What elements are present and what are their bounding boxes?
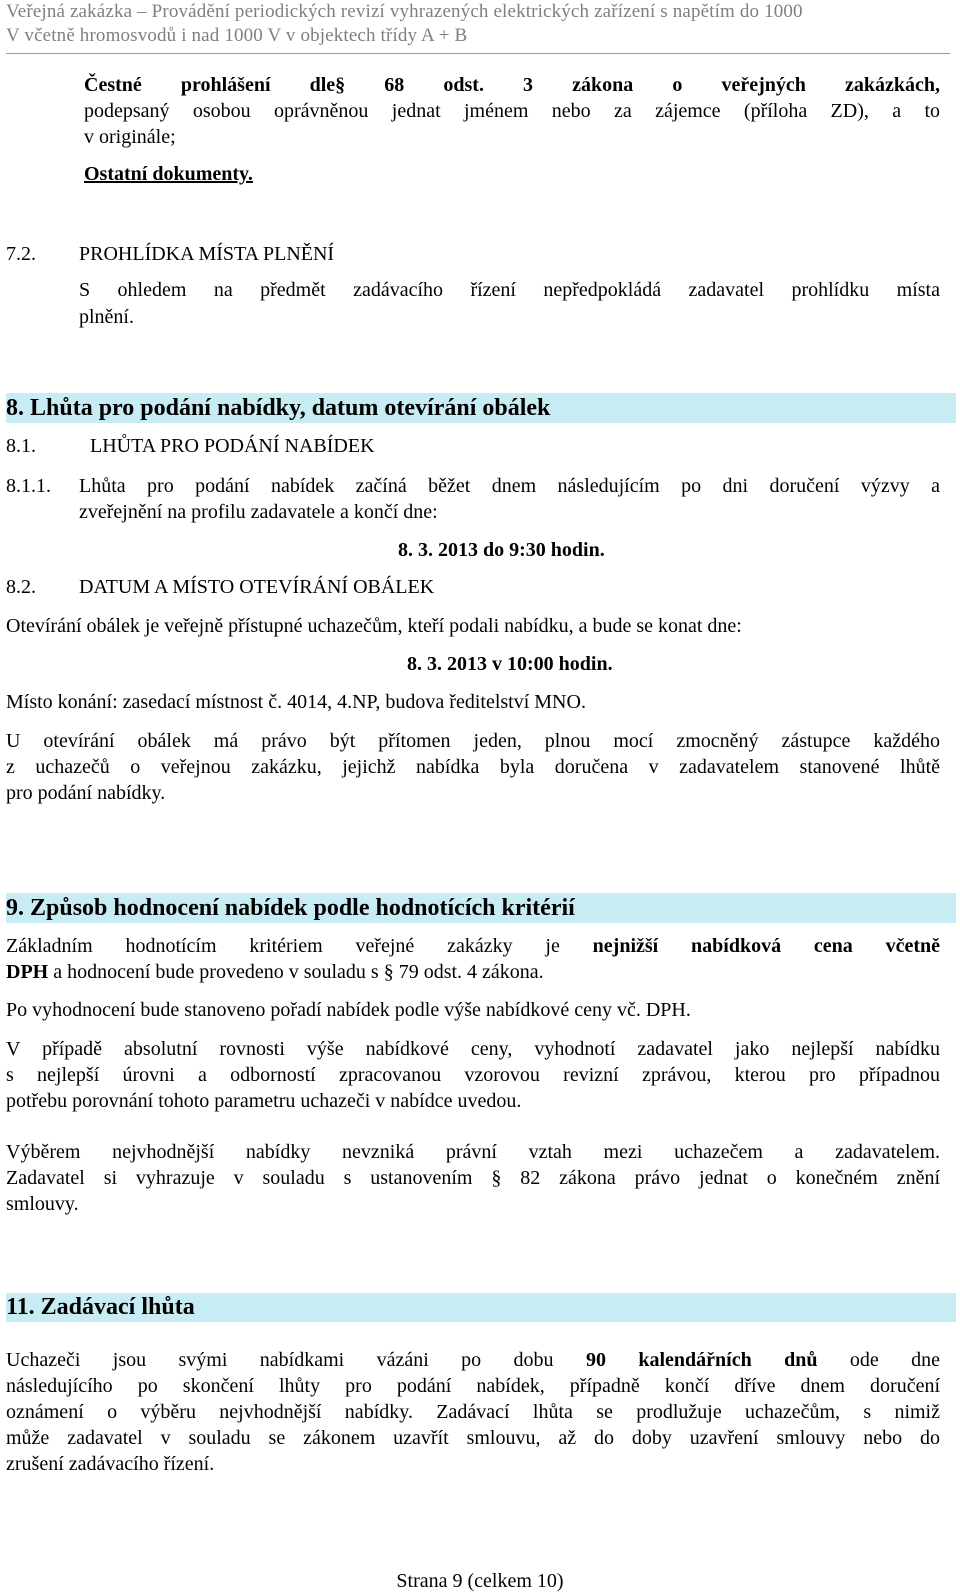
section-8-1-1-number: 8.1.1. [6, 475, 51, 497]
selection-line-1: Výběrem nejvhodnější nabídky nevzniká právní vztah mezi uchazečem a zadavatelem. [6, 1141, 940, 1163]
declaration-line-2: podepsaný osobou oprávněnou jednat jménem nebo za zájemce (příloha ZD), a to [84, 100, 940, 122]
section-7-2-text-1: S ohledem na předmět zadávacího řízení nepředpokládá zadavatel prohlídku místa [79, 279, 940, 301]
declaration-line-3: v originále; [84, 126, 176, 148]
submission-deadline: 8. 3. 2013 do 9:30 hodin. [398, 539, 605, 561]
opening-text: Otevírání obálek je veřejně přístupné uchazečům, kteří podali nabídku, a bude se konat dne: [6, 615, 742, 637]
section-8-2-title: DATUM A MÍSTO OTEVÍRÁNÍ OBÁLEK [79, 576, 435, 598]
section-7-2-number: 7.2. [6, 243, 36, 265]
section-8-heading: 8. Lhůta pro podání nabídky, datum otevírání obálek [6, 395, 551, 421]
tie-line-3: potřebu porovnání tohoto parametru uchazeči v nabídce uvedou. [6, 1090, 522, 1112]
page-number: Strana 9 (celkem 10) [396, 1570, 564, 1592]
section-7-2-title: PROHLÍDKA MÍSTA PLNĚNÍ [79, 243, 335, 265]
validity-line-5: zrušení zadávacího řízení. [6, 1453, 215, 1475]
opening-place: Místo konání: zasedací místnost č. 4014, 4.NP, budova ředitelství MNO. [6, 691, 586, 713]
criteria-lowest-price: nejnižší nabídková cena včetně [592, 935, 940, 957]
attendance-line-1: U otevírání obálek má právo být přítomen jeden, plnou mocí zmocněný zástupce každého [6, 730, 940, 752]
header-divider [6, 53, 950, 54]
header-line-1: Veřejná zakázka – Provádění periodických revizí vyhrazených elektrických zařízení s napětím do 1000 [6, 1, 803, 22]
criteria-line-2 [6, 959, 544, 985]
validity-text-end: ode dne [817, 1349, 940, 1371]
validity-line-3: oznámení o výběru nejvhodnější nabídky. Zadávací lhůta se prodlužuje uchazečům, s nimiž [6, 1401, 940, 1423]
criteria-dph: DPH [6, 961, 49, 983]
section-7-2-text-2: plnění. [79, 306, 134, 328]
declaration-title: Čestné prohlášení dle§ 68 odst. 3 zákona o veřejných zakázkách, [84, 74, 940, 96]
other-documents: Ostatní dokumenty. [84, 163, 253, 185]
header-line-2: V včetně hromosvodů i nad 1000 V v objektech třídy A + B [6, 25, 468, 46]
tie-line-2: s nejlepší úrovni a odborností zpracovanou vzorovou revizní zprávou, kterou pro případnou [6, 1064, 940, 1086]
section-8-1-1-text-2: zveřejnění na profilu zadavatele a končí dne: [79, 501, 438, 523]
ranking-text: Po vyhodnocení bude stanoveno pořadí nabídek podle výše nabídkové ceny vč. DPH. [6, 999, 691, 1021]
validity-line-4: může zadavatel v souladu se zákonem uzavřít smlouvu, až do doby uzavření smlouvy nebo do [6, 1427, 940, 1449]
validity-line-1 [6, 1347, 940, 1373]
validity-days: 90 kalendářních dnů [585, 1349, 818, 1371]
selection-line-2: Zadavatel si vyhrazuje v souladu s ustanovením § 82 zákona právo jednat o konečném znění [6, 1167, 940, 1189]
attendance-line-3: pro podání nabídky. [6, 782, 166, 804]
page-header [6, 0, 950, 48]
criteria-line-1 [6, 933, 940, 959]
section-11-heading: 11. Zadávací lhůta [6, 1294, 195, 1320]
selection-line-3: smlouvy. [6, 1193, 79, 1215]
section-8-2-number: 8.2. [6, 576, 36, 598]
tie-line-1: V případě absolutní rovnosti výše nabídkové ceny, vyhodnotí zadavatel jako nejlepší nabídku [6, 1038, 940, 1060]
opening-date: 8. 3. 2013 v 10:00 hodin. [407, 653, 613, 675]
criteria-text-2: a hodnocení bude provedeno v souladu s § 79 odst. 4 zákona. [48, 961, 544, 983]
section-8-1-title: LHŮTA PRO PODÁNÍ NABÍDEK [90, 435, 375, 457]
criteria-text: Základním hodnotícím kritériem veřejné zakázky je [6, 935, 593, 957]
section-8-1-1-text-1: Lhůta pro podání nabídek začíná běžet dnem následujícím po dni doručení výzvy a [79, 475, 940, 497]
validity-text: Uchazeči jsou svými nabídkami vázáni po dobu [6, 1349, 586, 1371]
attendance-line-2: z uchazečů o veřejnou zakázku, jejichž nabídka byla doručena v zadavatelem stanovené lhůtě [6, 756, 940, 778]
section-8-1-number: 8.1. [6, 435, 36, 457]
section-9-heading: 9. Způsob hodnocení nabídek podle hodnotících kritérií [6, 895, 575, 921]
validity-line-2: následujícího po skončení lhůty pro podání nabídek, případně končí dříve dnem doručení [6, 1375, 940, 1397]
